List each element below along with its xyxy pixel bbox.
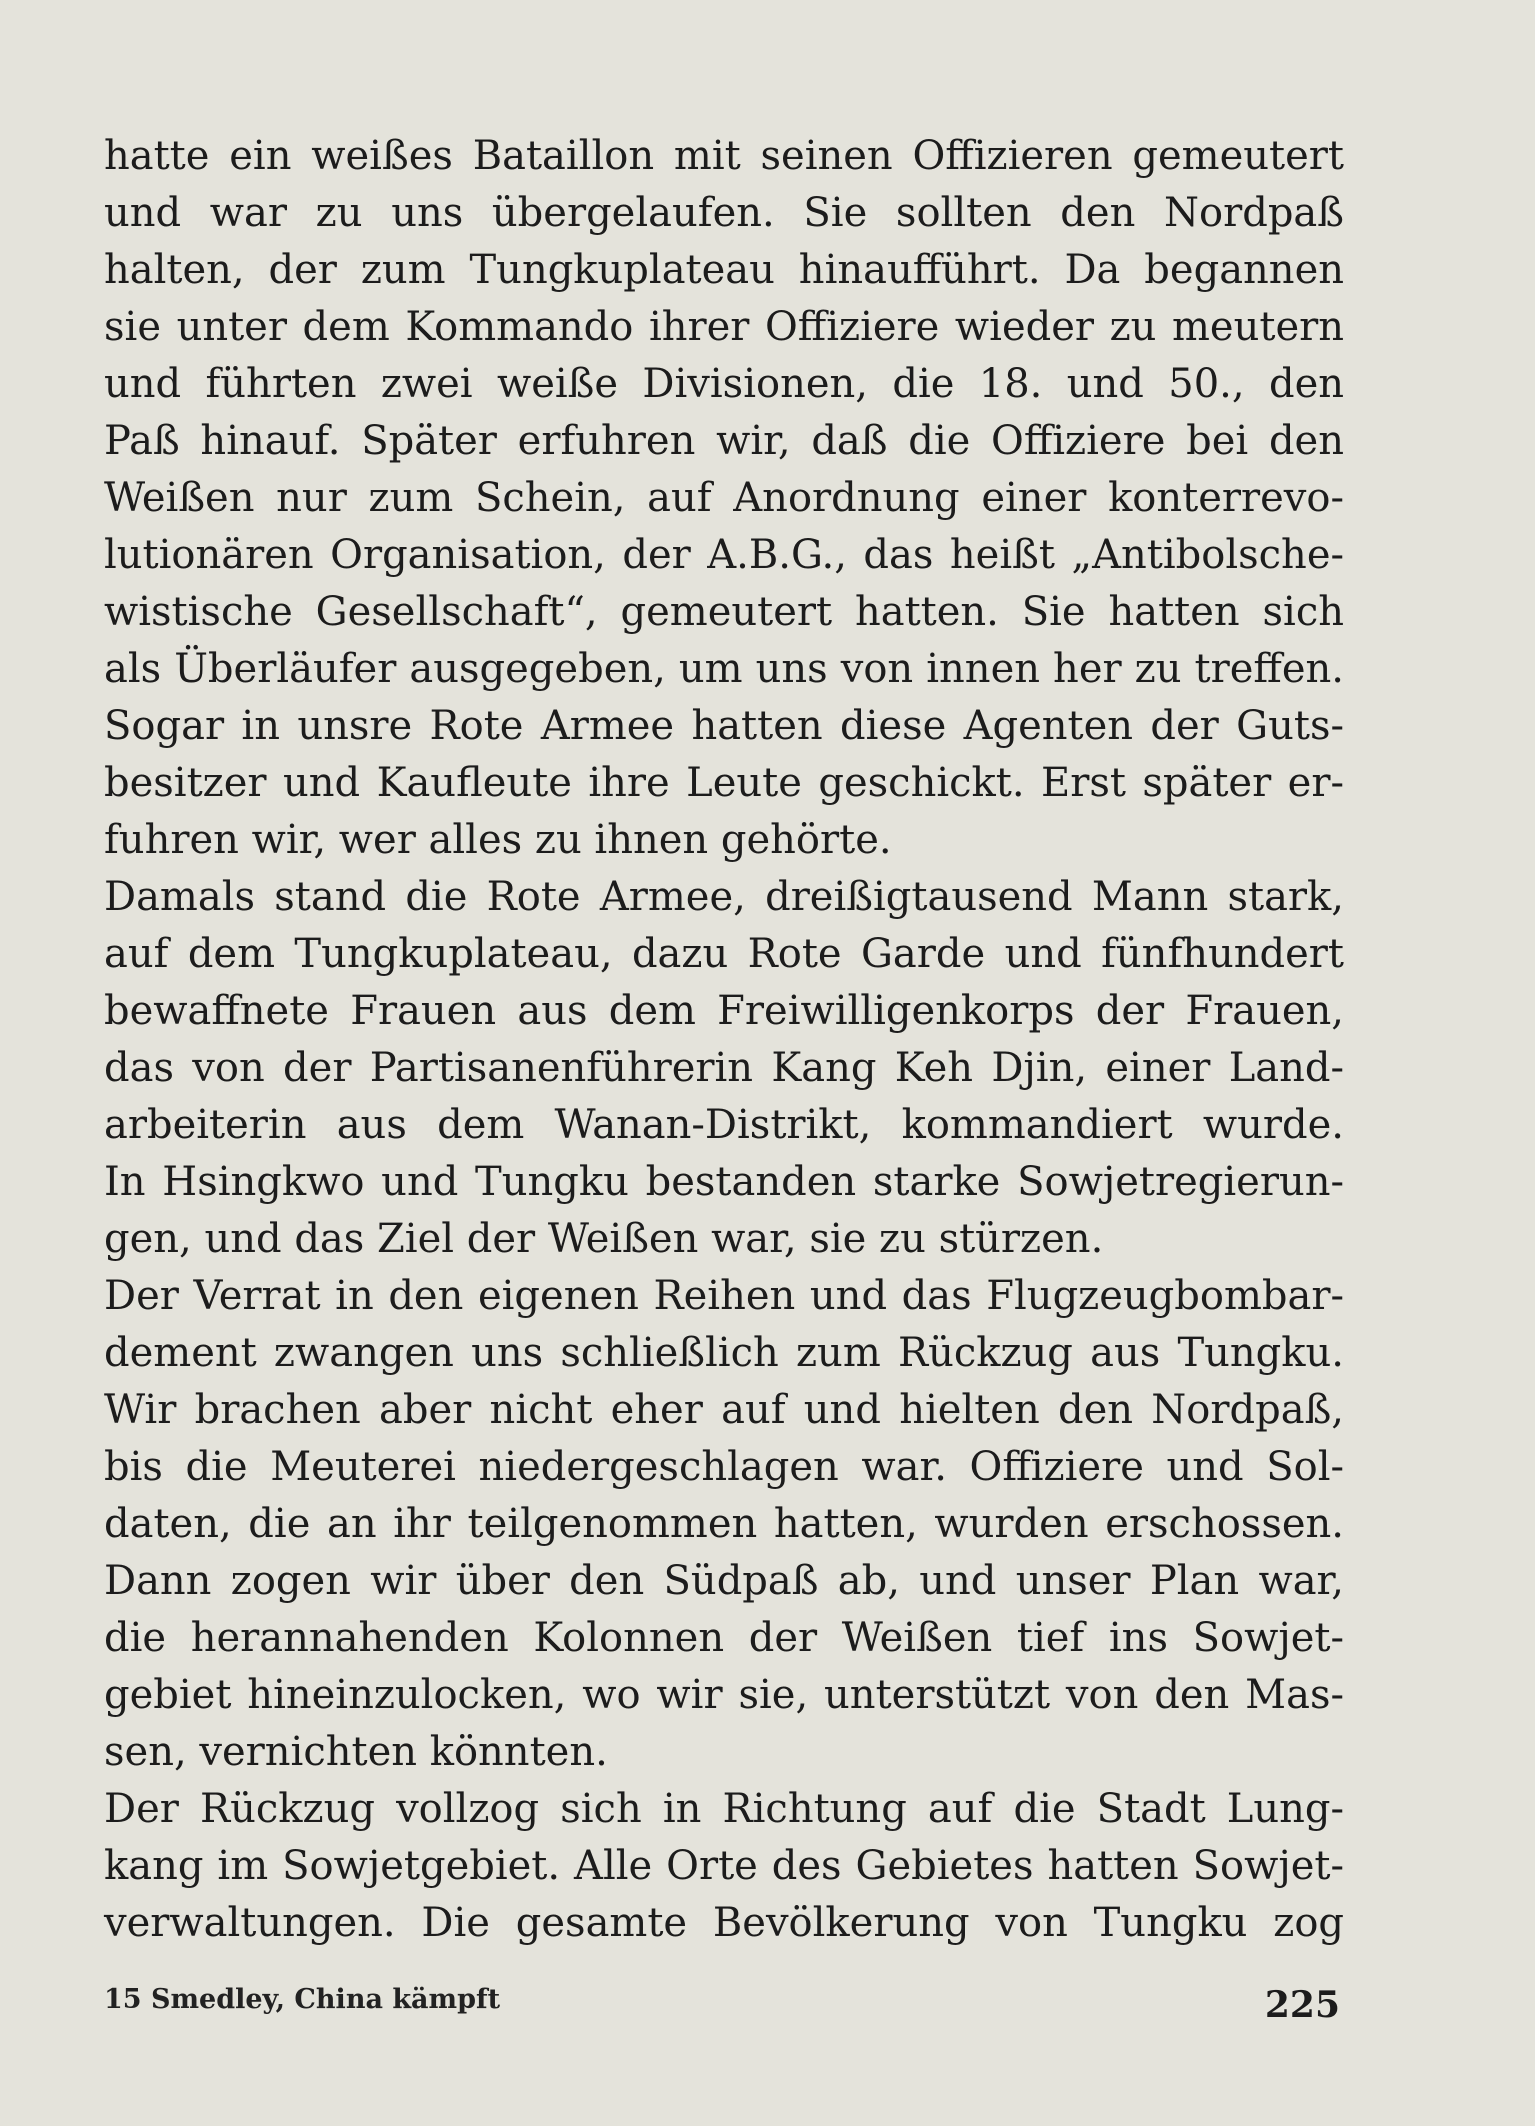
text-line: halten, der zum Tungkuplateau hinaufführt. Da begannen	[104, 247, 1344, 293]
text-line: Damals stand die Rote Armee, dreißigtausend Mann stark,	[104, 874, 1344, 920]
text-line: Der Verrat in den eigenen Reihen und das Flugzeugbombar-	[104, 1273, 1344, 1319]
text-line: und war zu uns übergelaufen. Sie sollten den Nordpaß	[104, 190, 1344, 236]
text-line: hatte ein weißes Bataillon mit seinen Offizieren gemeutert	[104, 133, 1344, 179]
text-line: daten, die an ihr teilgenommen hatten, wurden erschossen.	[104, 1501, 1344, 1547]
text-line: Weißen nur zum Schein, auf Anordnung einer konterrevo-	[104, 475, 1344, 521]
paragraph-end-line: fuhren wir, wer alles zu ihnen gehörte.	[104, 817, 892, 863]
text-line: als Überläufer ausgegeben, um uns von innen her zu treffen.	[104, 646, 1344, 692]
text-line: kang im Sowjetgebiet. Alle Orte des Gebietes hatten Sowjet-	[104, 1843, 1344, 1889]
text-line: In Hsingkwo und Tungku bestanden starke Sowjetregierun-	[104, 1159, 1344, 1205]
text-line: Sogar in unsre Rote Armee hatten diese Agenten der Guts-	[104, 703, 1344, 749]
text-line: verwaltungen. Die gesamte Bevölkerung von Tungku zog	[104, 1900, 1344, 1946]
text-line: gebiet hineinzulocken, wo wir sie, unterstützt von den Mas-	[104, 1672, 1344, 1718]
text-line: das von der Partisanenführerin Kang Keh Djin, einer Land-	[104, 1045, 1344, 1091]
text-line: sie unter dem Kommando ihrer Offiziere wieder zu meutern	[104, 304, 1344, 350]
text-line: auf dem Tungkuplateau, dazu Rote Garde und fünfhundert	[104, 931, 1344, 977]
text-line: dement zwangen uns schließlich zum Rückzug aus Tungku.	[104, 1330, 1344, 1376]
text-line: arbeiterin aus dem Wanan-Distrikt, kommandiert wurde.	[104, 1102, 1344, 1148]
footer-signature: 15 Smedley, China kämpft	[104, 1984, 501, 2015]
text-line: und führten zwei weiße Divisionen, die 18. und 50., den	[104, 361, 1344, 407]
text-line: lutionären Organisation, der A.B.G., das heißt „Antibolsche-	[104, 532, 1344, 578]
paragraph-end-line: sen, vernichten könnten.	[104, 1729, 608, 1775]
body-text	[104, 128, 1344, 1952]
text-line: bewaffnete Frauen aus dem Freiwilligenkorps der Frauen,	[104, 988, 1344, 1034]
paragraph-end-line: gen, und das Ziel der Weißen war, sie zu stürzen.	[104, 1216, 1104, 1262]
text-line: die herannahenden Kolonnen der Weißen tief ins Sowjet-	[104, 1615, 1344, 1661]
text-line: bis die Meuterei niedergeschlagen war. Offiziere und Sol-	[104, 1444, 1344, 1490]
text-line: besitzer und Kaufleute ihre Leute geschickt. Erst später er-	[104, 760, 1344, 806]
text-line: Paß hinauf. Später erfuhren wir, daß die Offiziere bei den	[104, 418, 1344, 464]
text-line: Dann zogen wir über den Südpaß ab, und unser Plan war,	[104, 1558, 1344, 1604]
page-number: 225	[1264, 1984, 1340, 2026]
text-line: Wir brachen aber nicht eher auf und hielten den Nordpaß,	[104, 1387, 1344, 1433]
text-line: Der Rückzug vollzog sich in Richtung auf die Stadt Lung-	[104, 1786, 1344, 1832]
text-line: wistische Gesellschaft“, gemeutert hatten. Sie hatten sich	[104, 589, 1344, 635]
